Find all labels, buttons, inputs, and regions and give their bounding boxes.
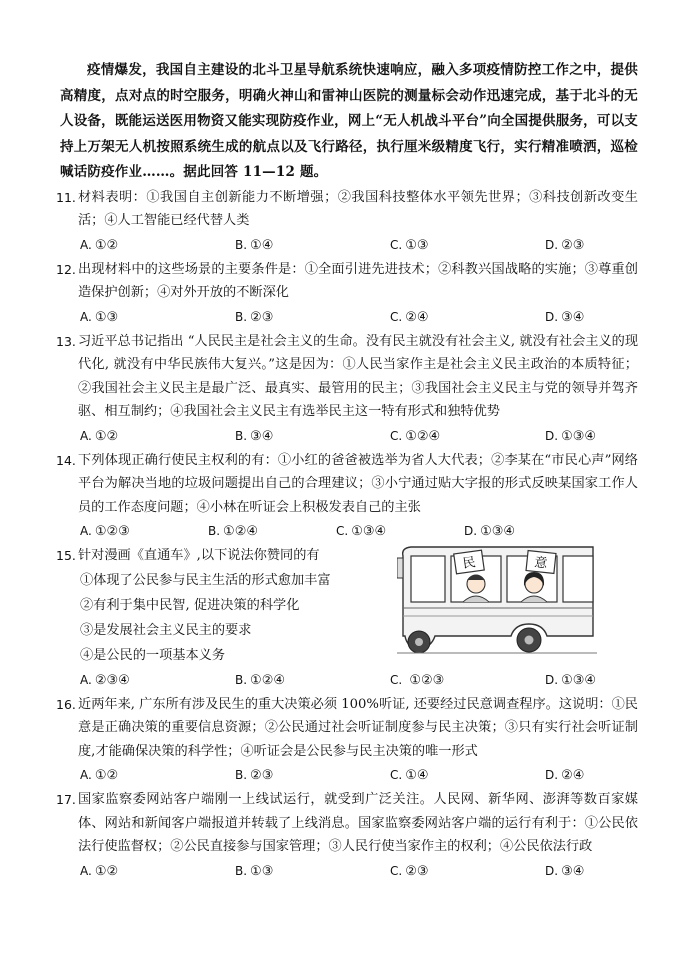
option-b[interactable]: B. ①④ — [235, 237, 274, 253]
question-stem — [56, 693, 638, 764]
question-text: 习近平总书记指出 “人民民主是社会主义的生命。没有民主就没有社会主义, 就没有社会主义的现代化, 就没有中华民族伟大复兴。”这是因为：①人民当家作主是社会主义民主政治的本质特征；②我国社会主义民主是最广泛、最真实、最管用的民主；③我国社会主义民主与党的领导并驾齐驱、相互制约；④我国社会主义民主有选举民主这一特有形式和独特优势 — [78, 333, 639, 419]
question-number: 11. — [56, 189, 76, 205]
option-a[interactable]: A. ①② — [80, 428, 119, 444]
cartoon-through-train-bus — [397, 544, 597, 656]
sign-right-text: 意 — [533, 555, 549, 572]
exam-page — [56, 58, 639, 884]
question-number: 17. — [56, 792, 76, 807]
option-a[interactable]: A. ①② — [80, 768, 119, 783]
question-15 — [56, 544, 638, 693]
option-c[interactable]: C. ①②③ — [390, 672, 445, 688]
statement-item: ④是公民的一项基本义务 — [80, 647, 226, 663]
question-16 — [56, 693, 638, 789]
question-17 — [56, 788, 638, 884]
question-stem — [56, 258, 638, 305]
option-a[interactable]: A. ①② — [80, 237, 119, 253]
question-stem — [56, 449, 638, 520]
option-d[interactable]: D. ②③ — [545, 237, 585, 253]
sign-left-text: 民 — [461, 555, 477, 572]
option-a[interactable]: A. ①③ — [80, 309, 119, 325]
question-stem — [56, 330, 639, 424]
option-c[interactable]: C. ①②④ — [390, 428, 441, 444]
statement-item: ②有利于集中民智, 促进决策的科学化 — [80, 597, 300, 613]
question-12 — [56, 258, 638, 330]
option-b[interactable]: B. ③④ — [235, 428, 274, 444]
option-d[interactable]: D. ①③④ — [545, 428, 597, 444]
question-stem — [56, 186, 638, 233]
question-number: 15. — [56, 548, 76, 563]
option-b[interactable]: B. ①②④ — [235, 672, 286, 688]
options-row — [80, 519, 638, 544]
option-c[interactable]: C. ②④ — [390, 309, 429, 325]
question-number: 12. — [56, 261, 76, 277]
question-number: 14. — [56, 452, 76, 468]
question-text: 近两年来, 广东所有涉及民生的重大决策必须 100%听证, 还要经过民意调查程序。这说明：①民意是正确决策的重要信息资源；②公民通过社会听证制度参与民主决策；③只有实行社会听证制度,才能确保决策的科学性；④听证会是公民参与民主决策的唯一形式 — [78, 696, 638, 759]
question-number: 16. — [56, 696, 76, 712]
options-row — [80, 668, 638, 693]
question-11 — [56, 186, 638, 258]
question-text: 针对漫画《直通车》,以下说法你赞同的有 — [78, 548, 320, 563]
options-row — [80, 763, 638, 788]
option-a[interactable]: A. ②③④ — [80, 672, 130, 688]
option-b[interactable]: B. ②③ — [235, 309, 274, 325]
option-b[interactable]: B. ①③ — [235, 863, 274, 879]
options-row — [80, 859, 638, 884]
question-text: 下列体现正确行使民主权利的有：①小红的爸爸被选举为省人大代表；②李某在“市民心声”网络平台为解决当地的垃圾问题提出自己的合理建议；③小宁通过贴大字报的形式反映某国家工作人员的工作态度问题；④小林在听证会上积极发表自己的主张 — [78, 452, 638, 515]
option-d[interactable]: D. ③④ — [545, 863, 585, 879]
options-row — [80, 424, 638, 449]
question-14 — [56, 449, 638, 545]
question-text: 出现材料中的这些场景的主要条件是：①全面引进先进技术；②科教兴国战略的实施；③尊重创造保护创新；④对外开放的不断深化 — [78, 261, 638, 300]
option-a[interactable]: A. ①②③ — [80, 524, 130, 539]
option-d[interactable]: D. ①③④ — [545, 672, 597, 688]
option-d[interactable]: D. ③④ — [545, 309, 585, 325]
option-c[interactable]: C. ①③④ — [336, 524, 387, 539]
option-b[interactable]: B. ①②④ — [208, 524, 259, 539]
statement-item: ③是发展社会主义民主的要求 — [80, 622, 252, 638]
option-c[interactable]: C. ①③ — [390, 237, 429, 253]
option-d[interactable]: D. ①③④ — [464, 524, 516, 539]
option-c[interactable]: C. ②③ — [390, 863, 429, 879]
options-row — [80, 233, 638, 258]
option-d[interactable]: D. ②④ — [545, 768, 585, 783]
question-number: 13. — [56, 333, 76, 349]
intro-passage: 疫情爆发，我国自主建设的北斗卫星导航系统快速响应，融入多项疫情防控工作之中，提供高精度，点对点的时空服务，明确火神山和雷神山医院的测量标会动作迅速完成，基于北斗的无人设备，既能运送医用物资又能实现防疫作业，网上“无人机战斗平台”向全国提供服务，可以支持上万架无人机按照系统生成的航点以及飞行路径，执行厘米级精度飞行，实行精准喷洒，巡检喊话防疫作业……。据此回答 11—12 题。 — [60, 62, 638, 180]
options-row — [80, 305, 638, 330]
option-a[interactable]: A. ①② — [80, 863, 119, 879]
question-text: 材料表明：①我国自主创新能力不断增强；②我国科技整体水平领先世界；③科技创新改变生活；④人工智能已经代替人类 — [78, 189, 638, 228]
question-text: 国家监察委网站客户端刚一上线试运行，就受到广泛关注。人民网、新华网、澎湃等数百家媒体、网站和新闻客户端报道并转载了上线消息。国家监察委网站客户端的运行有利于：①公民依法行使监督权；②公民直接参与国家管理；③人民行使当家作主的权利；④公民依法行政 — [78, 792, 638, 854]
question-stem — [56, 788, 638, 859]
option-b[interactable]: B. ②③ — [235, 768, 274, 783]
statement-item: ①体现了公民参与民主生活的形式愈加丰富 — [80, 572, 331, 588]
question-13 — [56, 330, 639, 449]
option-c[interactable]: C. ①④ — [390, 768, 429, 783]
